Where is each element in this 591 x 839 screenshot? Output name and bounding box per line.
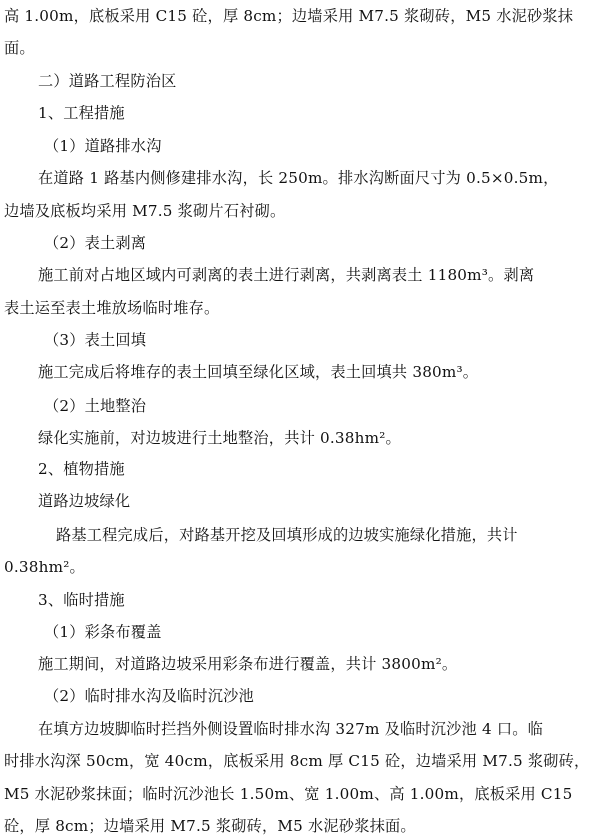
text-line: 边墙及底板均采用 M7.5 浆砌片石衬砌。 (4, 202, 286, 220)
text-line: 路基工程完成后，对路基开挖及回填形成的边坡实施绿化措施，共计 (56, 526, 518, 544)
text-line: 施工完成后将堆存的表土回填至绿化区域，表土回填共 380m³。 (38, 363, 479, 381)
section-heading: 二）道路工程防治区 (38, 72, 177, 90)
item-heading: （1）道路排水沟 (44, 137, 162, 155)
text-line: 绿化实施前，对边坡进行土地整治，共计 0.38hm²。 (38, 429, 401, 447)
text-line: 高 1.00m，底板采用 C15 砼，厚 8cm；边墙采用 M7.5 浆砌砖，M5 水泥砂浆抹 (4, 7, 574, 25)
item-heading: （3）表土回填 (44, 331, 147, 349)
text-line: 施工前对占地区域内可剥离的表土进行剥离，共剥离表土 1180m³。剥离 (38, 266, 535, 284)
text-line: M5 水泥砂浆抹面；临时沉沙池长 1.50m、宽 1.00m、高 1.00m，底板采用 C15 (4, 785, 573, 803)
subsection-heading: 1、工程措施 (38, 104, 125, 122)
subsection-heading: 3、临时措施 (38, 591, 125, 609)
item-heading: （2）临时排水沟及临时沉沙池 (44, 687, 254, 705)
text-line: 砼，厚 8cm；边墙采用 M7.5 浆砌砖，M5 水泥砂浆抹面。 (4, 817, 416, 835)
subsection-heading: 2、植物措施 (38, 460, 125, 478)
text-line: 表土运至表土堆放场临时堆存。 (4, 299, 220, 317)
text-line: 在填方边坡脚临时拦挡外侧设置临时排水沟 327m 及临时沉沙池 4 口。临 (38, 720, 544, 738)
item-heading: （1）彩条布覆盖 (44, 623, 162, 641)
text-line: 施工期间，对道路边坡采用彩条布进行覆盖，共计 3800m²。 (38, 655, 458, 673)
text-line: 0.38hm²。 (4, 558, 85, 576)
text-line: 面。 (4, 39, 35, 57)
item-heading: （2）土地整治 (44, 397, 147, 415)
text-line: 在道路 1 路基内侧修建排水沟，长 250m。排水沟断面尺寸为 0.5×0.5m， (38, 169, 559, 187)
text-line: 时排水沟深 50cm，宽 40cm，底板采用 8cm 厚 C15 砼，边墙采用 M7.5 浆砌砖， (4, 752, 590, 770)
item-heading: 道路边坡绿化 (38, 492, 131, 510)
item-heading: （2）表土剥离 (44, 234, 147, 252)
